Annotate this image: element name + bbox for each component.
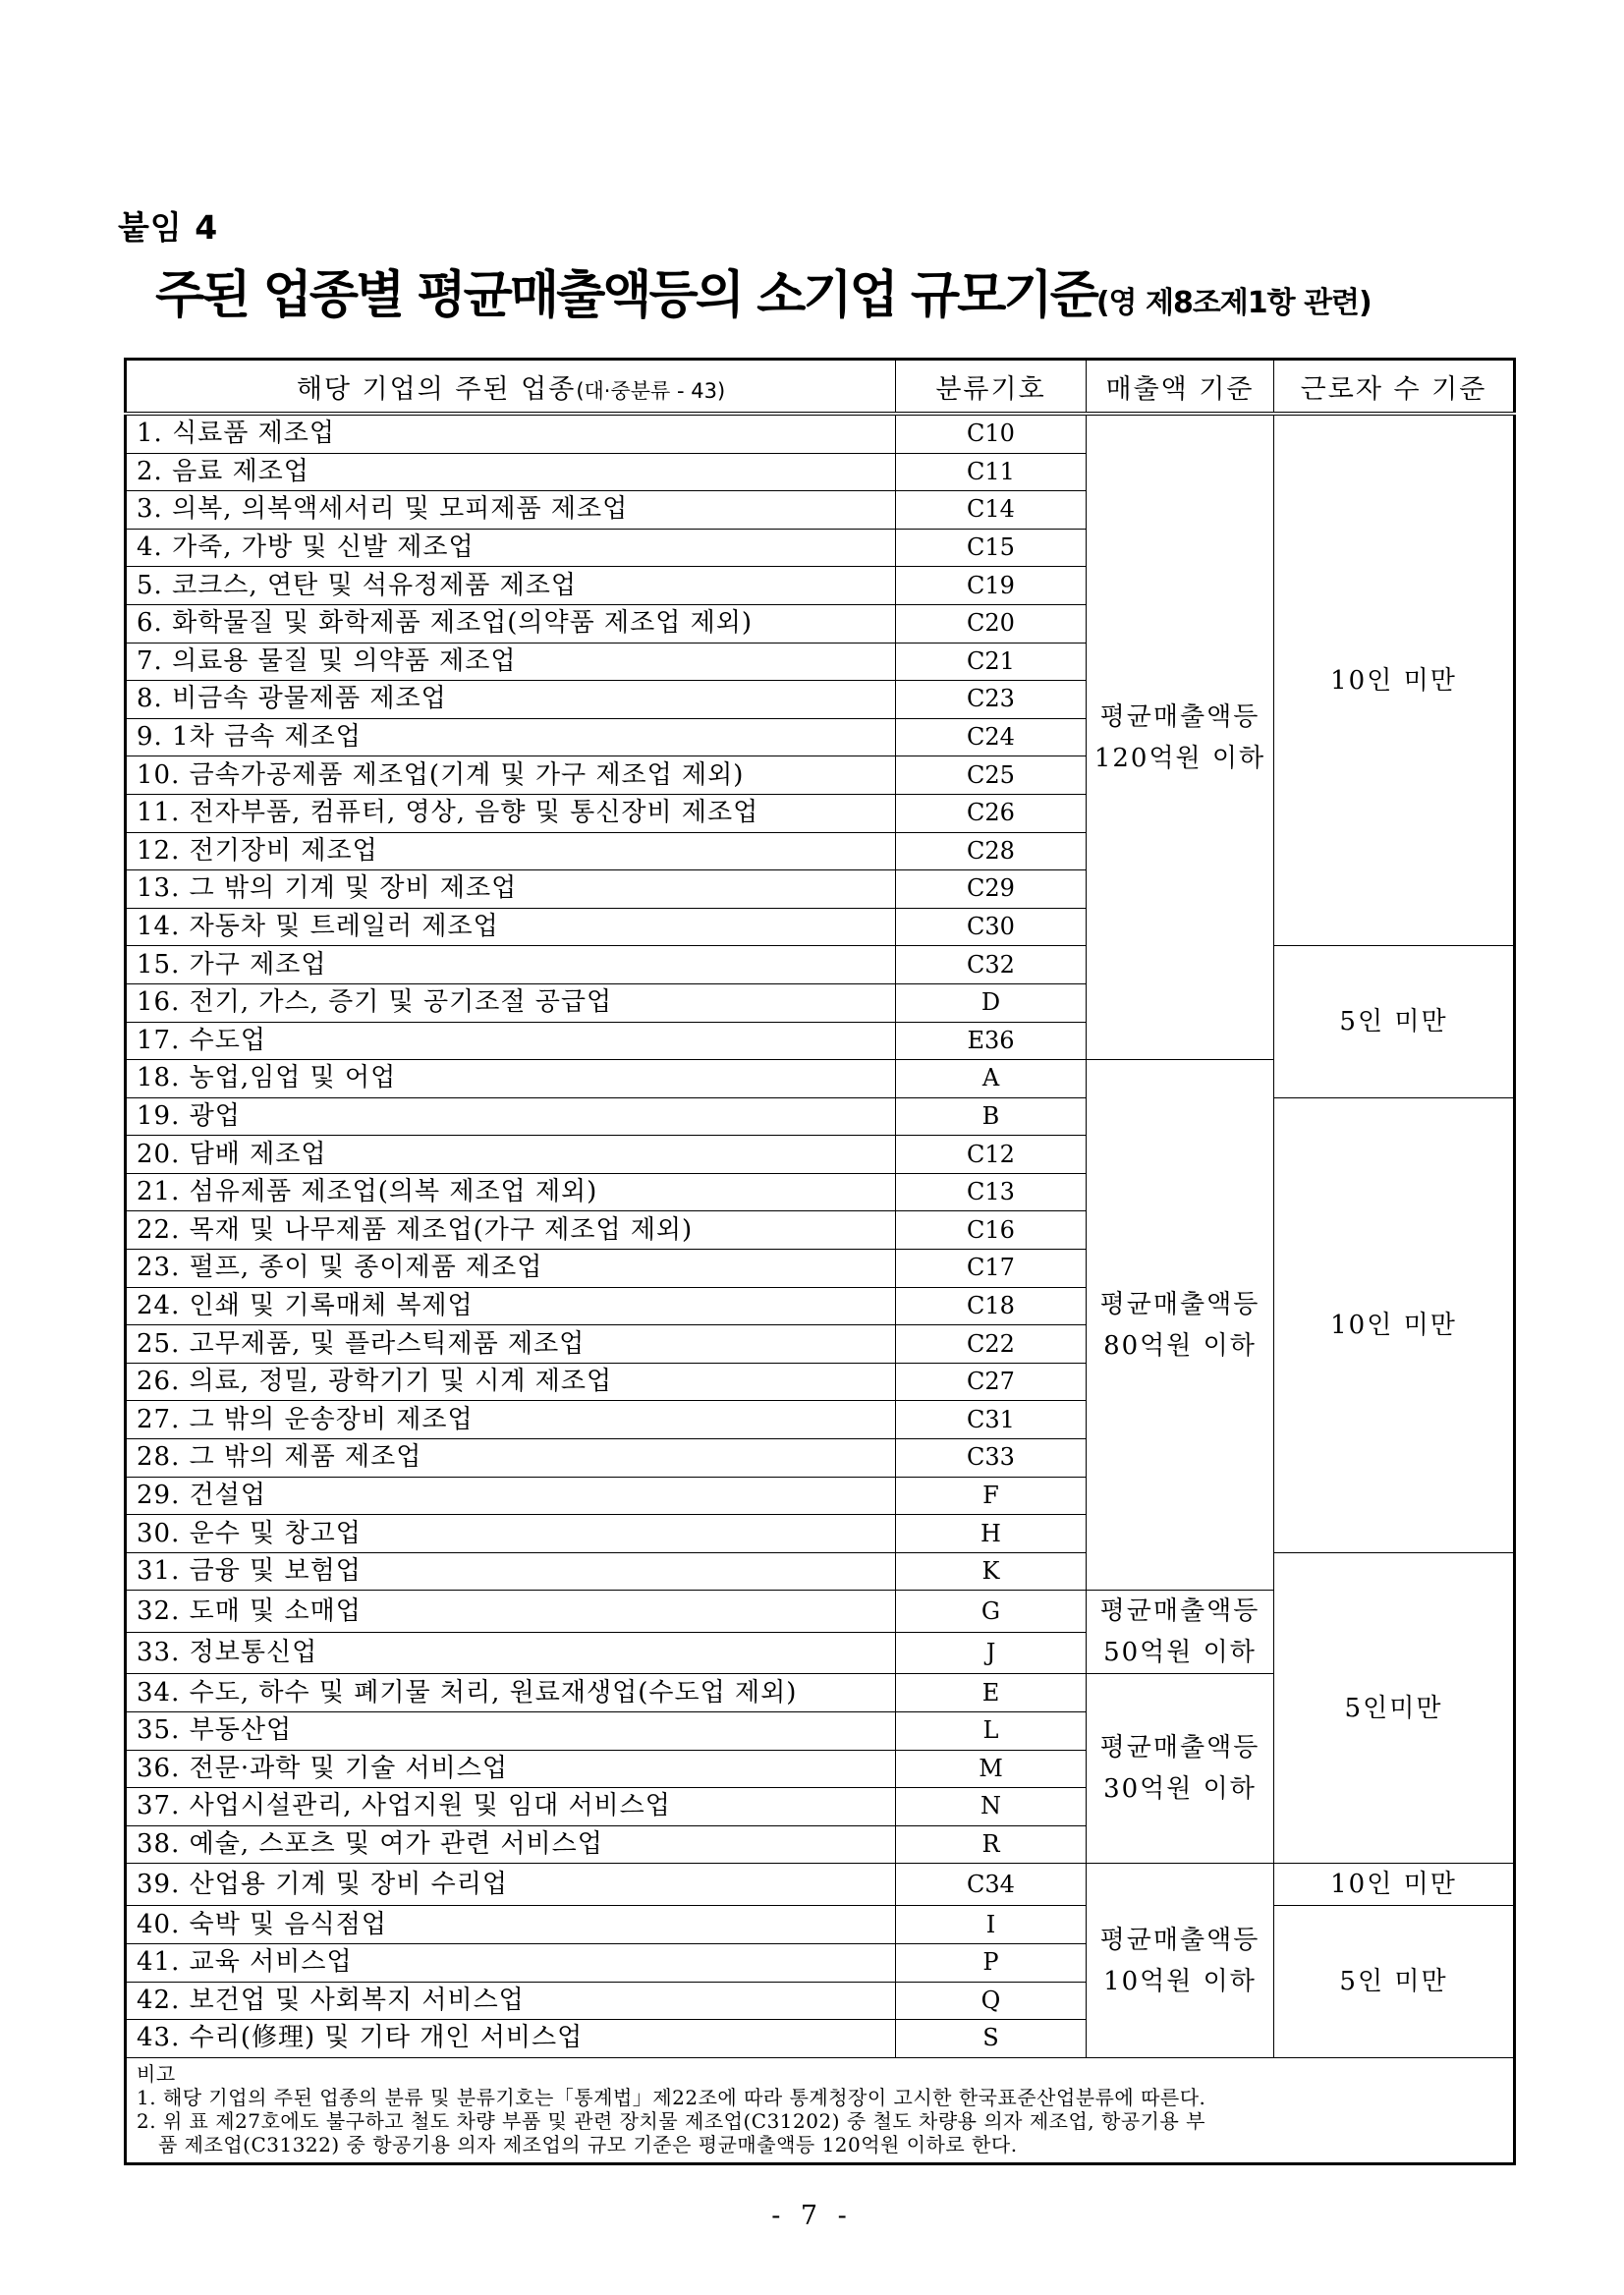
- industry-code: Q: [896, 1982, 1087, 2020]
- industry-name: 1. 식료품 제조업: [126, 414, 896, 453]
- industry-name: 25. 고무제품, 및 플라스틱제품 제조업: [126, 1325, 896, 1364]
- table-row: [126, 1906, 1515, 1944]
- worker-criterion: 10인 미만: [1274, 1864, 1515, 1906]
- industry-code: C19: [896, 567, 1087, 605]
- header-industry-sub: (대·중분류 - 43): [576, 378, 726, 403]
- industry-name: 39. 산업용 기계 및 장비 수리업: [126, 1864, 896, 1906]
- industry-code: C17: [896, 1250, 1087, 1288]
- industry-code: E: [896, 1674, 1087, 1712]
- industry-code: C32: [896, 946, 1087, 984]
- sales-criterion: [1087, 1864, 1274, 2057]
- industry-code: C31: [896, 1401, 1087, 1439]
- sales-criterion: [1087, 1060, 1274, 1591]
- notes-line-3: 품 제조업(C31322) 중 항공기용 의자 제조업의 규모 기준은 평균매출액등 120억원 이하로 한다.: [158, 2132, 1018, 2156]
- header-industry-main: 해당 기업의 주된 업종: [296, 373, 577, 405]
- industry-name: 4. 가죽, 가방 및 신발 제조업: [126, 529, 896, 567]
- industry-name: 21. 섬유제품 제조업(의복 제조업 제외): [126, 1173, 896, 1211]
- industry-name: 24. 인쇄 및 기록매체 복제업: [126, 1287, 896, 1325]
- industry-code: C28: [896, 832, 1087, 870]
- industry-code: C29: [896, 870, 1087, 909]
- size-criteria-table: [124, 358, 1516, 2165]
- header-industry: [126, 360, 896, 415]
- industry-name: 42. 보건업 및 사회복지 서비스업: [126, 1982, 896, 2020]
- industry-code: C15: [896, 529, 1087, 567]
- industry-code: B: [896, 1097, 1087, 1136]
- industry-name: 5. 코크스, 연탄 및 석유정제품 제조업: [126, 567, 896, 605]
- worker-criterion: 5인 미만: [1274, 946, 1515, 1097]
- notes-line-1: 1. 해당 기업의 주된 업종의 분류 및 분류기호는「통계법」제22조에 따라 통계청장이 고시한 한국표준산업분류에 따른다.: [137, 2085, 1206, 2109]
- industry-name: 41. 교육 서비스업: [126, 1943, 896, 1982]
- industry-name: 19. 광업: [126, 1097, 896, 1136]
- industry-name: 17. 수도업: [126, 1022, 896, 1060]
- industry-code: C12: [896, 1136, 1087, 1174]
- industry-name: 30. 운수 및 창고업: [126, 1515, 896, 1553]
- sales-criterion: [1087, 414, 1274, 1060]
- industry-name: 18. 농업,임업 및 어업: [126, 1060, 896, 1098]
- industry-name: 13. 그 밖의 기계 및 장비 제조업: [126, 870, 896, 909]
- industry-name: 34. 수도, 하수 및 폐기물 처리, 원료재생업(수도업 제외): [126, 1674, 896, 1712]
- industry-name: 16. 전기, 가스, 증기 및 공기조절 공급업: [126, 983, 896, 1022]
- industry-code: C11: [896, 453, 1087, 491]
- industry-code: D: [896, 983, 1087, 1022]
- sales-criterion-line2: 80억원 이하: [1103, 1330, 1257, 1361]
- table-row: [126, 1097, 1515, 1136]
- industry-name: 11. 전자부품, 컴퓨터, 영상, 음향 및 통신장비 제조업: [126, 794, 896, 832]
- industry-name: 37. 사업시설관리, 사업지원 및 임대 서비스업: [126, 1788, 896, 1826]
- industry-code: F: [896, 1477, 1087, 1515]
- industry-code: R: [896, 1825, 1087, 1864]
- industry-name: 36. 전문·과학 및 기술 서비스업: [126, 1750, 896, 1788]
- industry-name: 23. 펄프, 종이 및 종이제품 제조업: [126, 1250, 896, 1288]
- industry-code: C30: [896, 908, 1087, 946]
- attachment-label: 붙임 4: [118, 208, 219, 247]
- table-row: [126, 414, 1515, 453]
- title-suffix: (영 제8조제1항 관련): [1095, 286, 1372, 320]
- industry-code: C16: [896, 1211, 1087, 1250]
- industry-code: C13: [896, 1173, 1087, 1211]
- table-row: [126, 1552, 1515, 1591]
- table-row: [126, 1864, 1515, 1906]
- industry-name: 29. 건설업: [126, 1477, 896, 1515]
- industry-name: 28. 그 밖의 제품 제조업: [126, 1439, 896, 1478]
- industry-code: G: [896, 1591, 1087, 1633]
- industry-code: N: [896, 1788, 1087, 1826]
- industry-code: C26: [896, 794, 1087, 832]
- sales-criterion-line1: 평균매출액등: [1099, 1733, 1260, 1763]
- notes-cell: [126, 2057, 1515, 2163]
- industry-name: 40. 숙박 및 음식점업: [126, 1906, 896, 1944]
- industry-code: C27: [896, 1363, 1087, 1401]
- industry-code: C14: [896, 491, 1087, 530]
- industry-code: C25: [896, 756, 1087, 795]
- industry-name: 12. 전기장비 제조업: [126, 832, 896, 870]
- sales-criterion-line1: 평균매출액등: [1099, 1596, 1260, 1627]
- industry-code: A: [896, 1060, 1087, 1098]
- industry-name: 27. 그 밖의 운송장비 제조업: [126, 1401, 896, 1439]
- industry-code: L: [896, 1712, 1087, 1751]
- worker-criterion: 5인 미만: [1274, 1906, 1515, 2057]
- worker-criterion: 5인미만: [1274, 1552, 1515, 1864]
- sales-criterion-line2: 10억원 이하: [1103, 1966, 1257, 1996]
- industry-name: 15. 가구 제조업: [126, 946, 896, 984]
- sales-criterion-line1: 평균매출액등: [1099, 701, 1260, 732]
- industry-name: 33. 정보통신업: [126, 1632, 896, 1674]
- sales-criterion-line2: 30억원 이하: [1103, 1774, 1257, 1805]
- header-sales: 매출액 기준: [1087, 360, 1274, 415]
- table-row: [126, 946, 1515, 984]
- industry-code: K: [896, 1552, 1087, 1591]
- sales-criterion-line1: 평균매출액등: [1099, 1289, 1260, 1319]
- industry-name: 20. 담배 제조업: [126, 1136, 896, 1174]
- page-number: - 7 -: [771, 2201, 853, 2231]
- industry-code: C21: [896, 643, 1087, 681]
- title-main: 주된 업종별 평균매출액등의 소기업 규모기준: [155, 266, 1096, 325]
- industry-code: C10: [896, 414, 1087, 453]
- industry-code: M: [896, 1750, 1087, 1788]
- page-title: [155, 253, 1372, 327]
- industry-name: 43. 수리(修理) 및 기타 개인 서비스업: [126, 2020, 896, 2058]
- sales-criterion-line2: 50억원 이하: [1103, 1638, 1257, 1668]
- industry-name: 32. 도매 및 소매업: [126, 1591, 896, 1633]
- worker-criterion: 10인 미만: [1274, 1097, 1515, 1552]
- industry-name: 35. 부동산업: [126, 1712, 896, 1751]
- header-workers: 근로자 수 기준: [1274, 360, 1515, 415]
- industry-name: 22. 목재 및 나무제품 제조업(가구 제조업 제외): [126, 1211, 896, 1250]
- header-row: [126, 360, 1515, 415]
- industry-code: C18: [896, 1287, 1087, 1325]
- industry-code: C20: [896, 604, 1087, 643]
- notes-heading: 비고: [137, 2061, 176, 2086]
- industry-name: 9. 1차 금속 제조업: [126, 718, 896, 756]
- industry-name: 6. 화학물질 및 화학제품 제조업(의약품 제조업 제외): [126, 604, 896, 643]
- worker-criterion: 10인 미만: [1274, 414, 1515, 946]
- notes-row: [126, 2057, 1515, 2163]
- industry-name: 14. 자동차 및 트레일러 제조업: [126, 908, 896, 946]
- industry-code: P: [896, 1943, 1087, 1982]
- industry-name: 2. 음료 제조업: [126, 453, 896, 491]
- sales-criterion: [1087, 1591, 1274, 1674]
- industry-name: 31. 금융 및 보험업: [126, 1552, 896, 1591]
- industry-name: 3. 의복, 의복액세서리 및 모피제품 제조업: [126, 491, 896, 530]
- industry-code: J: [896, 1632, 1087, 1674]
- sales-criterion-line1: 평균매출액등: [1099, 1925, 1260, 1955]
- industry-name: 26. 의료, 정밀, 광학기기 및 시계 제조업: [126, 1363, 896, 1401]
- industry-code: E36: [896, 1022, 1087, 1060]
- industry-code: H: [896, 1515, 1087, 1553]
- notes-line-2: 2. 위 표 제27호에도 불구하고 철도 차량 부품 및 관련 장치물 제조업(C31202) 중 철도 차량용 의자 제조업, 항공기용 부: [137, 2108, 1205, 2133]
- industry-name: 8. 비금속 광물제품 제조업: [126, 681, 896, 719]
- industry-name: 10. 금속가공제품 제조업(기계 및 가구 제조업 제외): [126, 756, 896, 795]
- industry-code: S: [896, 2020, 1087, 2058]
- industry-name: 38. 예술, 스포츠 및 여가 관련 서비스업: [126, 1825, 896, 1864]
- industry-code: I: [896, 1906, 1087, 1944]
- sales-criterion-line2: 120억원 이하: [1093, 743, 1266, 773]
- industry-code: C23: [896, 681, 1087, 719]
- header-code: 분류기호: [896, 360, 1087, 415]
- sales-criterion: [1087, 1674, 1274, 1864]
- industry-code: C34: [896, 1864, 1087, 1906]
- industry-code: C22: [896, 1325, 1087, 1364]
- industry-name: 7. 의료용 물질 및 의약품 제조업: [126, 643, 896, 681]
- industry-code: C33: [896, 1439, 1087, 1478]
- industry-code: C24: [896, 718, 1087, 756]
